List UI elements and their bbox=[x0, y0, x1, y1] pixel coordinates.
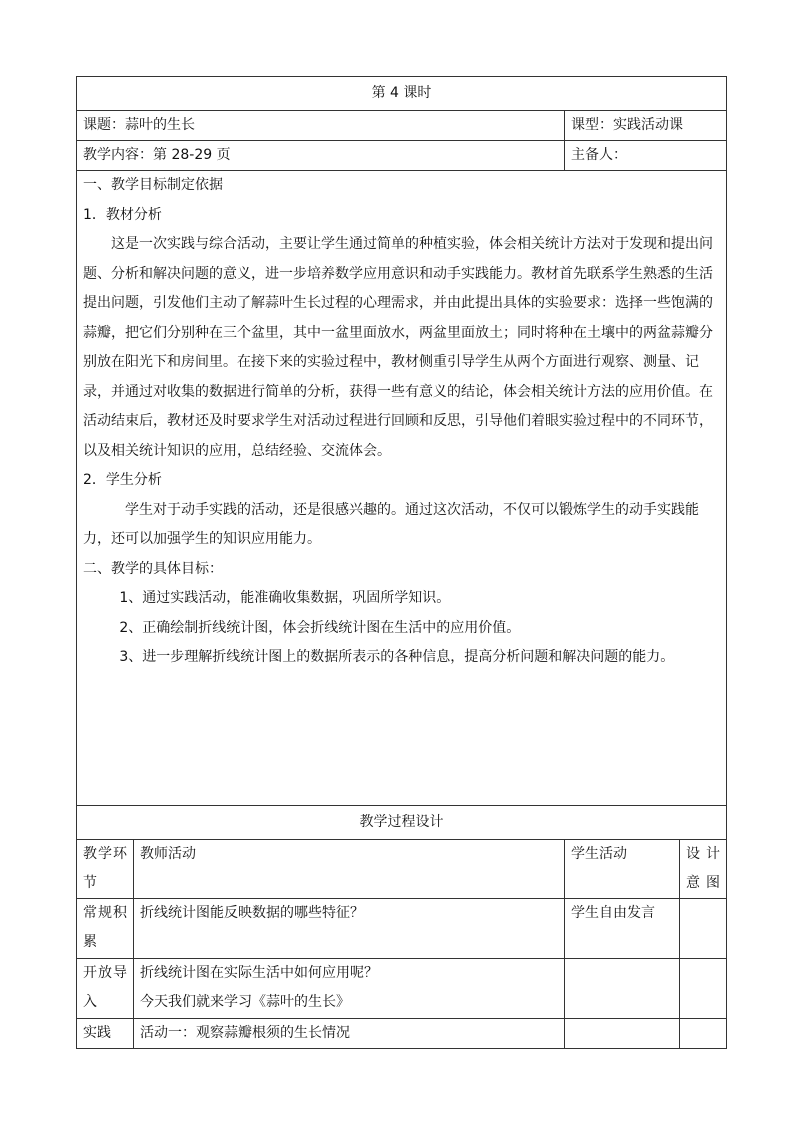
objective-item: 2、正确绘制折线统计图，体会折线统计图在生活中的应用价值。 bbox=[119, 619, 521, 636]
lesson-content: 教学内容：第 28-29 页 bbox=[77, 141, 565, 171]
teacher-activity bbox=[134, 899, 565, 959]
student-activity bbox=[565, 959, 680, 1019]
student-heading: 2．学生分析 bbox=[83, 472, 162, 488]
design-intent bbox=[680, 959, 727, 1019]
design-intent bbox=[680, 1019, 727, 1049]
process-title: 教学过程设计 bbox=[77, 806, 727, 840]
teacher-activity bbox=[134, 959, 565, 1019]
student-analysis: 学生对于动手实践的活动，还是很感兴趣的。通过这次活动，不仅可以锻炼学生的动手实践能力，还可以加强学生的知识应用能力。 bbox=[83, 501, 699, 547]
objective-item: 3、进一步理解折线统计图上的数据所表示的各种信息，提高分析问题和解决问题的能力。 bbox=[119, 649, 675, 665]
objectives-heading: 二、教学的具体目标： bbox=[83, 560, 223, 577]
lesson-type: 课型：实践活动课 bbox=[565, 111, 727, 141]
stage-cell: 常规积累 bbox=[77, 899, 134, 959]
student-activity bbox=[565, 1019, 680, 1049]
stage-cell: 实践 bbox=[77, 1019, 134, 1049]
teacher-activity bbox=[134, 1019, 565, 1049]
header-intent: 设计意图 bbox=[680, 840, 727, 899]
teacher-line: 活动一：观察蒜瓣根须的生长情况 bbox=[140, 1025, 350, 1041]
lesson-preparer: 主备人： bbox=[565, 141, 727, 171]
lesson-topic: 课题：蒜叶的生长 bbox=[77, 111, 565, 141]
objective-item: 1、通过实践活动，能准确收集数据，巩固所学知识。 bbox=[119, 590, 451, 606]
design-intent bbox=[680, 899, 727, 959]
teacher-line: 今天我们就来学习《蒜叶的生长》 bbox=[140, 994, 350, 1010]
objectives-section bbox=[77, 171, 727, 806]
lesson-plan bbox=[76, 76, 726, 1049]
textbook-heading: 1．教材分析 bbox=[83, 206, 162, 223]
stage-cell: 开放导入 bbox=[77, 959, 134, 1019]
lesson-number: 第 4 课时 bbox=[77, 77, 727, 111]
basis-heading: 一、教学目标制定依据 bbox=[83, 177, 223, 193]
header-teacher: 教师活动 bbox=[134, 840, 565, 899]
lesson-plan-table bbox=[76, 76, 727, 1049]
teacher-line: 折线统计图在实际生活中如何应用呢？ bbox=[140, 965, 378, 981]
textbook-analysis: 这是一次实践与综合活动，主要让学生通过简单的种植实验，体会相关统计方法对于发现和提出问题、分析和解决问题的意义，进一步培养数学应用意识和动手实践能力。教材首先联系学生熟悉的生活提出问题，引发他们主动了解蒜叶生长过程的心理需求，并由此提出具体的实验要求：选择一些饱满的蒜瓣，把它们分别种在三个盆里，其中一盆里面放水，两盆里面放土；同时将种在土壤中的两盆蒜瓣分别放在阳光下和房间里。在接下来的实验过程中，教材侧重引导学生从两个方面进行观察、测量、记录，并通过对收集的数据进行简单的分析，获得一些有意义的结论，体会相关统计方法的应用价值。在活动结束后，教材还及时要求学生对活动过程进行回顾和反思，引导他们着眼实验过程中的不同环节，以及相关统计知识的应用，总结经验、交流体会。 bbox=[83, 236, 713, 459]
teacher-line: 折线统计图能反映数据的哪些特征？ bbox=[140, 905, 364, 921]
header-stage: 教学环节 bbox=[77, 840, 134, 899]
student-activity: 学生自由发言 bbox=[565, 899, 680, 959]
header-student: 学生活动 bbox=[565, 840, 680, 899]
